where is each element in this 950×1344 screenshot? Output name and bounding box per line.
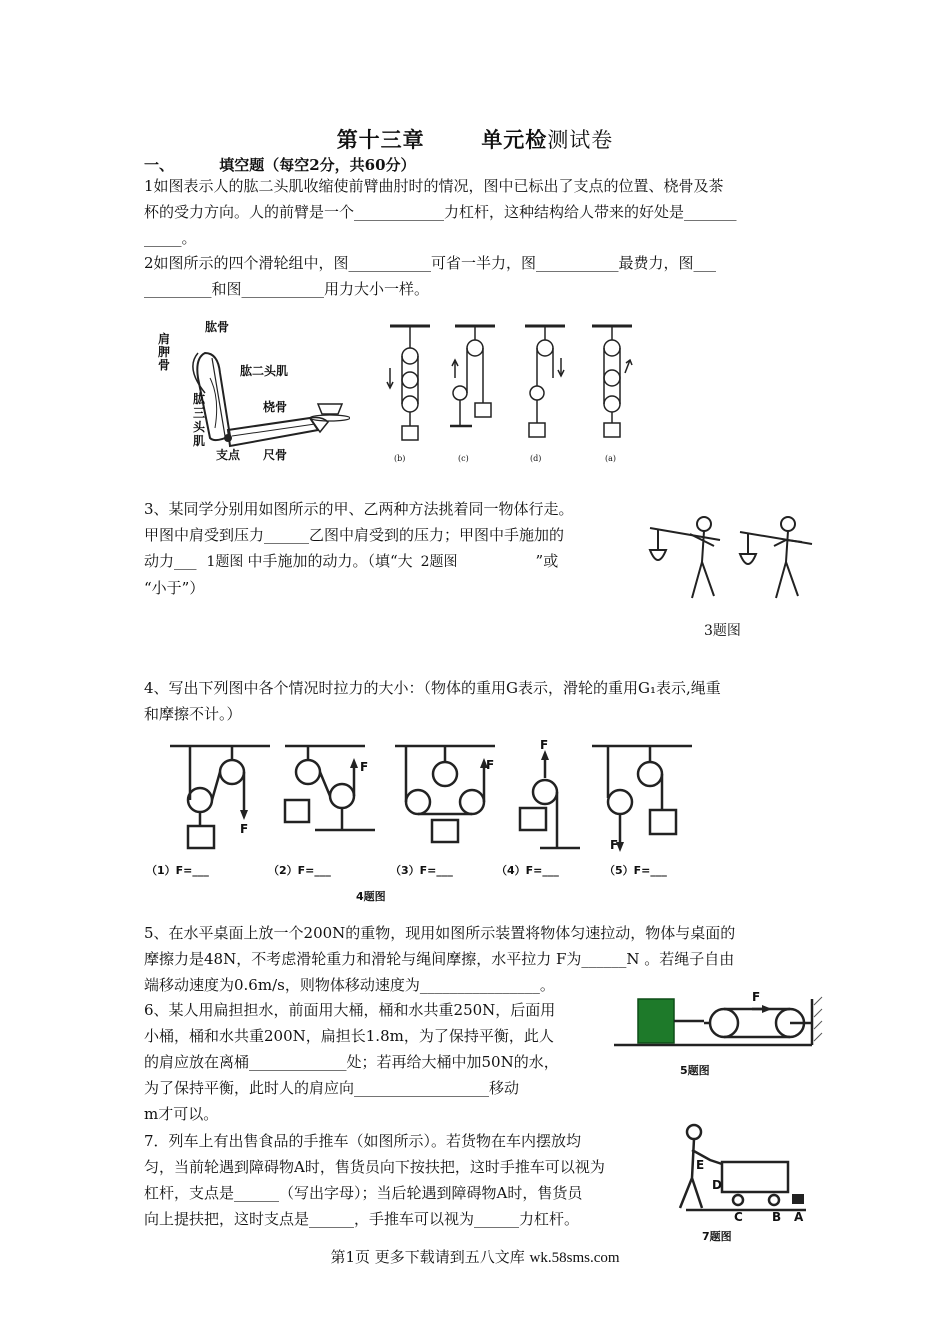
q3-fragment: 中手施加的动力。（填“大	[247, 552, 413, 570]
q1-line: 杯的受力方向。人的前臂是一个____________力杠杆，这种结构给人带来的好处是_______	[144, 203, 737, 221]
q7-line: 匀，当前轮遇到障碍物A时，售货员向下按扶把，这时手推车可以视为	[144, 1158, 605, 1176]
label-ulna: 尺骨	[263, 448, 288, 462]
pulley-label-a: (a)	[605, 454, 617, 463]
q4-answer-3: （3）F=___	[390, 864, 453, 877]
q4-answer-1: （1）F=___	[146, 864, 209, 877]
footer-text: 第1页 更多下载请到五八文库	[330, 1248, 525, 1266]
fig5-caption: 5题图	[680, 1064, 710, 1077]
section-number: 一、	[144, 156, 175, 174]
q1-line: _____。	[144, 229, 197, 247]
point-e: E	[696, 1158, 705, 1172]
force-label: F	[360, 760, 369, 774]
fig4-caption: 4题图	[356, 890, 386, 903]
arm-figure	[150, 318, 350, 468]
title-sub-bold: 单元检	[481, 127, 548, 152]
q3-fragment: ”或	[535, 552, 559, 570]
question-3	[144, 496, 574, 601]
trolley-figure	[666, 1120, 816, 1220]
q2-line: 2如图所示的四个滑轮组中，图___________可省一半力，图___________最费力，图___	[144, 254, 717, 272]
fig3-caption: 3题图	[704, 623, 741, 639]
q3-line: “小于”）	[144, 579, 205, 597]
q6-line: m才可以。	[144, 1105, 219, 1123]
q5-line: 端移动速度为0.6m/s，则物体移动速度为________________。	[144, 976, 555, 994]
block	[638, 999, 674, 1043]
q7-line: 向上提扶把，这时支点是______，手推车可以视为______力杠杆。	[144, 1210, 580, 1228]
force-label: F	[240, 822, 249, 836]
q6-line: 为了保持平衡，此时人的肩应向__________________移动	[144, 1079, 520, 1097]
point-b: B	[772, 1210, 782, 1224]
label-humerus: 肱骨	[205, 320, 230, 334]
q5-line: 摩擦力是48N，不考虑滑轮重力和滑轮与绳间摩擦，水平拉力 F为______N 。若绳子自由	[144, 950, 735, 968]
pulley-group-figure	[380, 318, 640, 468]
horizontal-pulley-figure	[612, 995, 827, 1065]
fig1-caption: 1题图	[206, 554, 244, 570]
label-triceps: 肱三头肌	[193, 392, 206, 448]
fig2-caption: 2题图	[420, 554, 458, 570]
page-title	[0, 124, 950, 154]
q3-line	[144, 548, 574, 575]
title-chapter: 第十三章	[336, 127, 425, 152]
question-2	[144, 250, 716, 302]
label-radius: 桡骨	[263, 400, 288, 414]
question-7	[144, 1128, 605, 1232]
q3-line: 甲图中肩受到压力______乙图中肩受到的压力；甲图中手施加的	[144, 526, 565, 544]
point-d: D	[712, 1178, 722, 1192]
q4-answer-4: （4）F=___	[496, 864, 559, 877]
force-label: F	[486, 758, 495, 772]
question-4	[144, 675, 721, 727]
point-a: A	[794, 1210, 804, 1224]
q5-line: 5、在水平桌面上放一个200N的重物，现用如图所示装置将物体匀速拉动，物体与桌面的	[144, 924, 736, 942]
force-label: F	[752, 990, 761, 1004]
page-footer	[0, 1246, 950, 1267]
q4-answer-2: （2）F=___	[268, 864, 331, 877]
label-shoulder: 肩胛骨	[158, 332, 171, 372]
section-header	[144, 154, 416, 175]
question-6	[144, 997, 559, 1127]
pulley-label-d: (d)	[530, 454, 542, 463]
q7-line: 7．列车上有出售食品的手推车（如图所示）。若货物在车内摆放均	[144, 1132, 582, 1150]
pulley-label-b: (b)	[394, 454, 406, 463]
point-c: C	[734, 1210, 743, 1224]
label-biceps: 肱二头肌	[240, 364, 289, 378]
q3-fragment: 动力___	[144, 552, 197, 570]
question-5	[144, 920, 735, 998]
q6-line: 6、某人用扁担担水，前面用大桶，桶和水共重250N，后面用	[144, 1001, 556, 1019]
q3-line: 3、某同学分别用如图所示的甲、乙两种方法挑着同一物体行走。	[144, 500, 574, 518]
q4-answer-5: （5）F=___	[604, 864, 667, 877]
q4-line: 4、写出下列图中各个情况时拉力的大小：（物体的重用G表示，滑轮的重用G₁表示,绳重	[144, 679, 721, 697]
label-fulcrum: 支点	[216, 448, 241, 462]
q1-line: 1如图表示人的肱二头肌收缩使前臂曲肘时的情况，图中已标出了支点的位置、桡骨及茶	[144, 177, 724, 195]
force-label: F	[540, 738, 549, 752]
force-label: F	[610, 838, 619, 852]
q6-line: 小桶，桶和水共重200N，扁担长1.8m，为了保持平衡，此人	[144, 1027, 554, 1045]
section-label: 填空题（每空2分，共60分）	[219, 156, 416, 174]
title-sub-light: 测试卷	[547, 128, 614, 152]
fig7-caption: 7题图	[702, 1230, 732, 1243]
footer-link[interactable]: wk.58sms.com	[529, 1250, 620, 1266]
q7-line: 杠杆，支点是______（写出字母）；当后轮遇到障碍物A时，售货员	[144, 1184, 583, 1202]
carrying-figure	[640, 500, 820, 620]
pulley-label-c: (c)	[458, 454, 469, 463]
question-1	[144, 173, 737, 251]
q2-line: _________和图___________用力大小一样。	[144, 280, 430, 298]
q6-line: 的肩应放在离桶_____________处；若再给大桶中加50N的水，	[144, 1053, 559, 1071]
q4-line: 和摩擦不计。）	[144, 705, 242, 723]
